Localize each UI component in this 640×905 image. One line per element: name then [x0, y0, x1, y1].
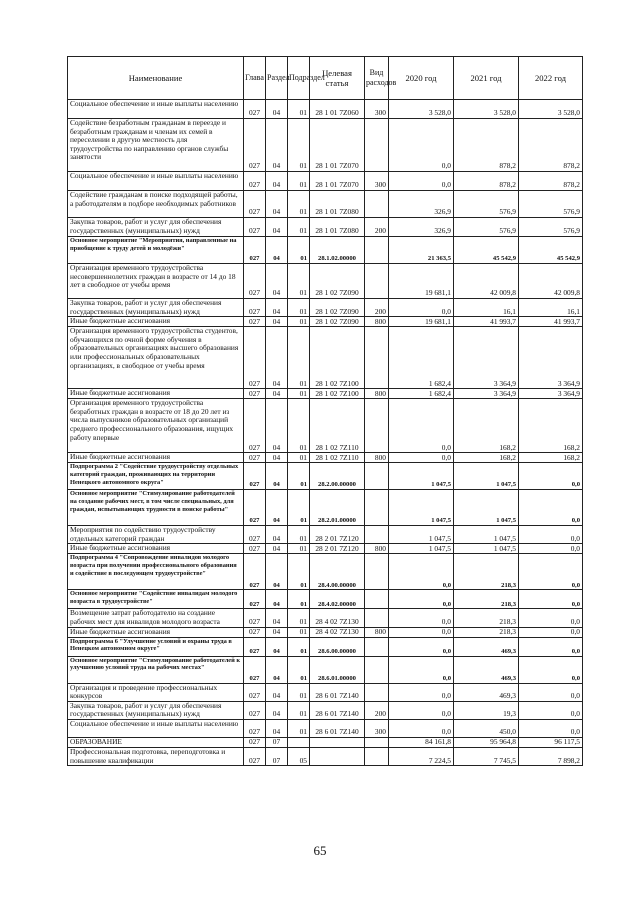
cell-razdel: 04 — [266, 627, 288, 637]
cell-2022: 576,9 — [519, 218, 583, 237]
cell-vid — [365, 264, 389, 299]
cell-2021: 469,3 — [454, 656, 519, 683]
cell-2022: 0,0 — [519, 719, 583, 737]
cell-vid: 200 — [365, 218, 389, 237]
cell-2022: 0,0 — [519, 609, 583, 627]
cell-podrazdel: 01 — [288, 299, 310, 317]
cell-vid — [365, 237, 389, 264]
cell-2020: 84 161,8 — [389, 737, 454, 747]
cell-podrazdel — [288, 737, 310, 747]
cell-2020: 7 224,5 — [389, 747, 454, 765]
cell-podrazdel: 01 — [288, 609, 310, 627]
cell-statya: 28 1 02 7Z110 — [310, 399, 365, 453]
cell-podrazdel: 01 — [288, 389, 310, 399]
cell-razdel: 04 — [266, 554, 288, 590]
cell-glava: 027 — [244, 637, 266, 656]
cell-vid: 200 — [365, 299, 389, 317]
cell-2020: 326,9 — [389, 191, 454, 218]
cell-vid — [365, 737, 389, 747]
cell-razdel: 04 — [266, 389, 288, 399]
cell-podrazdel: 01 — [288, 683, 310, 701]
cell-name: Закупка товаров, работ и услуг для обеспечения государственных (муниципальных) нужд — [68, 299, 244, 317]
cell-statya: 28 1 02 7Z100 — [310, 389, 365, 399]
cell-2021: 469,3 — [454, 683, 519, 701]
cell-razdel: 04 — [266, 191, 288, 218]
cell-name: Иные бюджетные ассигнования — [68, 453, 244, 463]
table-row — [68, 526, 583, 544]
cell-2022: 168,2 — [519, 399, 583, 453]
cell-name: Основное мероприятие "Стимулирование работодателей к улучшению условий труда на рабочих местах" — [68, 656, 244, 683]
table-row — [68, 327, 583, 389]
cell-razdel: 04 — [266, 327, 288, 389]
cell-podrazdel: 01 — [288, 554, 310, 590]
cell-glava: 027 — [244, 490, 266, 526]
cell-glava: 027 — [244, 526, 266, 544]
table-row — [68, 299, 583, 317]
cell-2020: 1 047,5 — [389, 544, 454, 554]
cell-name: Иные бюджетные ассигнования — [68, 389, 244, 399]
cell-statya: 28 2 01 7Z120 — [310, 544, 365, 554]
cell-2022: 0,0 — [519, 656, 583, 683]
cell-2022: 0,0 — [519, 554, 583, 590]
cell-2021: 1 047,5 — [454, 463, 519, 490]
cell-statya: 28 1 01 7Z080 — [310, 191, 365, 218]
cell-vid — [365, 463, 389, 490]
header-name: Наименование — [68, 57, 244, 100]
cell-glava: 027 — [244, 218, 266, 237]
cell-vid — [365, 637, 389, 656]
cell-2020: 3 528,0 — [389, 100, 454, 119]
cell-podrazdel: 01 — [288, 327, 310, 389]
cell-podrazdel: 01 — [288, 399, 310, 453]
table-row — [68, 637, 583, 656]
cell-podrazdel: 01 — [288, 317, 310, 327]
cell-2021: 45 542,9 — [454, 237, 519, 264]
cell-glava: 027 — [244, 737, 266, 747]
cell-2021: 95 964,8 — [454, 737, 519, 747]
cell-name: ОБРАЗОВАНИЕ — [68, 737, 244, 747]
cell-glava: 027 — [244, 172, 266, 191]
cell-glava: 027 — [244, 656, 266, 683]
cell-2022: 3 528,0 — [519, 100, 583, 119]
cell-statya: 28.2.01.00000 — [310, 490, 365, 526]
cell-razdel: 04 — [266, 544, 288, 554]
cell-glava: 027 — [244, 191, 266, 218]
cell-statya: 28 6 01 7Z140 — [310, 719, 365, 737]
cell-vid: 200 — [365, 701, 389, 719]
cell-glava: 027 — [244, 453, 266, 463]
table-row — [68, 490, 583, 526]
cell-2021: 3 528,0 — [454, 100, 519, 119]
cell-glava: 027 — [244, 237, 266, 264]
cell-vid — [365, 490, 389, 526]
cell-2021: 3 364,9 — [454, 389, 519, 399]
cell-podrazdel: 01 — [288, 627, 310, 637]
cell-2021: 469,3 — [454, 637, 519, 656]
cell-podrazdel: 01 — [288, 490, 310, 526]
cell-2020: 1 682,4 — [389, 389, 454, 399]
cell-glava: 027 — [244, 264, 266, 299]
cell-glava: 027 — [244, 119, 266, 172]
table-row — [68, 453, 583, 463]
table-row — [68, 683, 583, 701]
cell-2021: 168,2 — [454, 453, 519, 463]
cell-2022: 96 117,5 — [519, 737, 583, 747]
cell-statya: 28 4 02 7Z130 — [310, 627, 365, 637]
cell-statya: 28.4.02.00000 — [310, 590, 365, 609]
cell-name: Организация временного трудоустройства безработных граждан в возрасте от 18 до 20 лет из числа выпускников образовательных организаций среднего профессионального образования, ищущих работу впервые — [68, 399, 244, 453]
cell-name: Иные бюджетные ассигнования — [68, 317, 244, 327]
cell-2021: 16,1 — [454, 299, 519, 317]
cell-statya: 28.2.00.00000 — [310, 463, 365, 490]
cell-2021: 1 047,5 — [454, 490, 519, 526]
cell-name: Иные бюджетные ассигнования — [68, 544, 244, 554]
cell-2022: 878,2 — [519, 172, 583, 191]
table-row — [68, 191, 583, 218]
cell-vid — [365, 554, 389, 590]
cell-statya: 28.4.00.00000 — [310, 554, 365, 590]
header-statya: Целевая статья — [310, 57, 365, 100]
cell-name: Подпрограмма 6 "Улучшение условий и охраны труда в Ненецком автономном округе" — [68, 637, 244, 656]
cell-podrazdel: 01 — [288, 453, 310, 463]
cell-statya — [310, 737, 365, 747]
cell-2022: 3 364,9 — [519, 327, 583, 389]
header-glava: Глава — [244, 57, 266, 100]
table-row — [68, 100, 583, 119]
cell-2021: 576,9 — [454, 191, 519, 218]
cell-razdel: 04 — [266, 609, 288, 627]
table-row — [68, 119, 583, 172]
table-row — [68, 218, 583, 237]
budget-table — [67, 56, 583, 766]
cell-glava: 027 — [244, 590, 266, 609]
cell-razdel: 04 — [266, 590, 288, 609]
cell-podrazdel: 01 — [288, 637, 310, 656]
table-row — [68, 389, 583, 399]
cell-2020: 0,0 — [389, 683, 454, 701]
cell-podrazdel: 01 — [288, 191, 310, 218]
cell-2021: 878,2 — [454, 172, 519, 191]
cell-vid — [365, 526, 389, 544]
cell-name: Основное мероприятие "Стимулирование работодателей на создание рабочих мест, в том числе специальных, для граждан, испытывающих трудности в поиске работы" — [68, 490, 244, 526]
cell-statya — [310, 747, 365, 765]
cell-podrazdel: 01 — [288, 100, 310, 119]
cell-podrazdel: 01 — [288, 719, 310, 737]
cell-name: Основное мероприятие "Мероприятия, направленные на приобщение к труду детей и молодёжи" — [68, 237, 244, 264]
cell-glava: 027 — [244, 701, 266, 719]
cell-statya: 28 1 02 7Z090 — [310, 299, 365, 317]
cell-statya: 28 1 01 7Z070 — [310, 172, 365, 191]
cell-razdel: 04 — [266, 299, 288, 317]
table-row — [68, 609, 583, 627]
cell-razdel: 04 — [266, 463, 288, 490]
cell-podrazdel: 01 — [288, 463, 310, 490]
cell-glava: 027 — [244, 317, 266, 327]
cell-name: Профессиональная подготовка, переподготовка и повышение квалификации — [68, 747, 244, 765]
cell-vid — [365, 399, 389, 453]
cell-vid — [365, 656, 389, 683]
cell-2022: 3 364,9 — [519, 389, 583, 399]
cell-razdel: 04 — [266, 317, 288, 327]
cell-name: Социальное обеспечение и иные выплаты населению — [68, 172, 244, 191]
cell-podrazdel: 01 — [288, 526, 310, 544]
cell-name: Иные бюджетные ассигнования — [68, 627, 244, 637]
header-vid: Вид расходов — [365, 57, 389, 100]
cell-statya: 28.6.01.00000 — [310, 656, 365, 683]
cell-2022: 168,2 — [519, 453, 583, 463]
cell-statya: 28 4 02 7Z130 — [310, 609, 365, 627]
table-row — [68, 701, 583, 719]
cell-2020: 1 682,4 — [389, 327, 454, 389]
header-2021: 2021 год — [454, 57, 519, 100]
cell-2022: 576,9 — [519, 191, 583, 218]
cell-razdel: 04 — [266, 701, 288, 719]
cell-podrazdel: 01 — [288, 119, 310, 172]
cell-2021: 19,3 — [454, 701, 519, 719]
cell-podrazdel: 01 — [288, 656, 310, 683]
cell-podrazdel: 01 — [288, 237, 310, 264]
cell-razdel: 04 — [266, 683, 288, 701]
table-header-row — [68, 57, 583, 100]
cell-2020: 0,0 — [389, 399, 454, 453]
cell-vid — [365, 327, 389, 389]
cell-2020: 0,0 — [389, 701, 454, 719]
cell-razdel: 04 — [266, 399, 288, 453]
cell-2020: 0,0 — [389, 590, 454, 609]
header-2020: 2020 год — [389, 57, 454, 100]
table-row — [68, 747, 583, 765]
cell-razdel: 04 — [266, 100, 288, 119]
cell-vid: 800 — [365, 389, 389, 399]
cell-podrazdel: 01 — [288, 172, 310, 191]
cell-2020: 0,0 — [389, 554, 454, 590]
table-row — [68, 656, 583, 683]
cell-2021: 1 047,5 — [454, 544, 519, 554]
table-row — [68, 399, 583, 453]
cell-statya: 28 1 02 7Z110 — [310, 453, 365, 463]
cell-name: Возмещение затрат работодателю на создание рабочих мест для инвалидов молодого возраста — [68, 609, 244, 627]
cell-2021: 41 993,7 — [454, 317, 519, 327]
cell-2020: 0,0 — [389, 656, 454, 683]
header-razdel: Раздел — [266, 57, 288, 100]
cell-podrazdel: 05 — [288, 747, 310, 765]
cell-2021: 218,3 — [454, 609, 519, 627]
cell-name: Организация временного трудоустройства несовершеннолетних граждан в возрасте от 14 до 18 лет в свободное от учебы время — [68, 264, 244, 299]
cell-podrazdel: 01 — [288, 701, 310, 719]
cell-2021: 218,3 — [454, 554, 519, 590]
cell-2020: 326,9 — [389, 218, 454, 237]
cell-2020: 0,0 — [389, 637, 454, 656]
header-podrazdel: Подраздел — [288, 57, 310, 100]
cell-2021: 878,2 — [454, 119, 519, 172]
cell-razdel: 04 — [266, 264, 288, 299]
cell-2021: 218,3 — [454, 627, 519, 637]
cell-statya: 28.1.02.00000 — [310, 237, 365, 264]
cell-2022: 0,0 — [519, 544, 583, 554]
cell-razdel: 04 — [266, 490, 288, 526]
cell-2022: 0,0 — [519, 490, 583, 526]
cell-name: Подпрограмма 2 "Содействие трудоустройству отдельных категорий граждан, проживающих на территории Ненецкого автономного округа" — [68, 463, 244, 490]
table-row — [68, 554, 583, 590]
cell-name: Мероприятия по содействию трудоустройству отдельных категорий граждан — [68, 526, 244, 544]
cell-name: Социальное обеспечение и иные выплаты населению — [68, 100, 244, 119]
table-row — [68, 627, 583, 637]
table-row — [68, 590, 583, 609]
table-row — [68, 719, 583, 737]
cell-2020: 19 681,1 — [389, 317, 454, 327]
cell-statya: 28 6 01 7Z140 — [310, 701, 365, 719]
budget-table-sheet — [67, 56, 582, 766]
cell-2022: 0,0 — [519, 590, 583, 609]
cell-podrazdel: 01 — [288, 544, 310, 554]
cell-vid: 300 — [365, 172, 389, 191]
cell-statya: 28 1 01 7Z080 — [310, 218, 365, 237]
cell-razdel: 07 — [266, 737, 288, 747]
cell-2021: 42 009,8 — [454, 264, 519, 299]
cell-razdel: 04 — [266, 119, 288, 172]
cell-2020: 1 047,5 — [389, 526, 454, 544]
cell-name: Содействие гражданам в поиске подходящей работы, а работодателям в подборе необходимых работников — [68, 191, 244, 218]
cell-2021: 3 364,9 — [454, 327, 519, 389]
table-row — [68, 317, 583, 327]
cell-vid — [365, 747, 389, 765]
cell-name: Организация и проведение профессиональных конкурсов — [68, 683, 244, 701]
cell-2021: 450,0 — [454, 719, 519, 737]
cell-vid — [365, 609, 389, 627]
cell-razdel: 04 — [266, 218, 288, 237]
table-body — [68, 100, 583, 766]
table-row — [68, 544, 583, 554]
cell-razdel: 04 — [266, 637, 288, 656]
cell-name: Подпрограмма 4 "Сопровождение инвалидов молодого возраста при получении профессионального образования и содействие в последующем трудоустройстве" — [68, 554, 244, 590]
cell-vid: 300 — [365, 100, 389, 119]
cell-2022: 45 542,9 — [519, 237, 583, 264]
table-row — [68, 737, 583, 747]
cell-vid — [365, 590, 389, 609]
cell-2021: 576,9 — [454, 218, 519, 237]
table-row — [68, 463, 583, 490]
cell-2022: 0,0 — [519, 627, 583, 637]
cell-statya: 28 1 02 7Z100 — [310, 327, 365, 389]
cell-podrazdel: 01 — [288, 590, 310, 609]
cell-2022: 0,0 — [519, 683, 583, 701]
cell-glava: 027 — [244, 327, 266, 389]
cell-statya: 28 2 01 7Z120 — [310, 526, 365, 544]
cell-glava: 027 — [244, 719, 266, 737]
cell-glava: 027 — [244, 627, 266, 637]
cell-2022: 0,0 — [519, 637, 583, 656]
cell-2020: 0,0 — [389, 119, 454, 172]
page-number: 65 — [313, 843, 327, 858]
cell-razdel: 04 — [266, 656, 288, 683]
cell-2020: 0,0 — [389, 299, 454, 317]
cell-2020: 0,0 — [389, 609, 454, 627]
cell-glava: 027 — [244, 683, 266, 701]
cell-razdel: 07 — [266, 747, 288, 765]
cell-2020: 1 047,5 — [389, 490, 454, 526]
cell-glava: 027 — [244, 399, 266, 453]
cell-statya: 28 1 01 7Z060 — [310, 100, 365, 119]
cell-statya: 28 6 01 7Z140 — [310, 683, 365, 701]
cell-vid — [365, 683, 389, 701]
cell-razdel: 04 — [266, 453, 288, 463]
cell-2022: 0,0 — [519, 526, 583, 544]
cell-vid — [365, 119, 389, 172]
cell-2020: 0,0 — [389, 719, 454, 737]
table-row — [68, 172, 583, 191]
cell-statya: 28 1 02 7Z090 — [310, 264, 365, 299]
cell-2021: 168,2 — [454, 399, 519, 453]
cell-glava: 027 — [244, 463, 266, 490]
cell-name: Основное мероприятие "Содействие инвалидам молодого возраста в трудоустройстве" — [68, 590, 244, 609]
cell-vid — [365, 191, 389, 218]
cell-2021: 7 745,5 — [454, 747, 519, 765]
cell-2022: 878,2 — [519, 119, 583, 172]
cell-vid: 800 — [365, 627, 389, 637]
table-row — [68, 237, 583, 264]
cell-glava: 027 — [244, 299, 266, 317]
cell-2022: 16,1 — [519, 299, 583, 317]
cell-2020: 19 681,1 — [389, 264, 454, 299]
cell-podrazdel: 01 — [288, 218, 310, 237]
cell-razdel: 04 — [266, 719, 288, 737]
cell-name: Организация временного трудоустройства студентов, обучающихся по очной форме обучения в образовательных организациях высшего образования или профессиональных образовательных организациях, в свободное от учебы время — [68, 327, 244, 389]
cell-2020: 0,0 — [389, 453, 454, 463]
cell-glava: 027 — [244, 609, 266, 627]
cell-2022: 0,0 — [519, 701, 583, 719]
cell-2020: 21 363,5 — [389, 237, 454, 264]
cell-2020: 1 047,5 — [389, 463, 454, 490]
cell-name: Социальное обеспечение и иные выплаты населению — [68, 719, 244, 737]
cell-name: Содействие безработным гражданам в переезде и безработным гражданам и членам их семей в переселении в другую местность для трудоустройства по направлению органов службы занятости — [68, 119, 244, 172]
cell-glava: 027 — [244, 554, 266, 590]
cell-2022: 7 898,2 — [519, 747, 583, 765]
cell-2021: 218,3 — [454, 590, 519, 609]
cell-glava: 027 — [244, 747, 266, 765]
cell-2020: 0,0 — [389, 172, 454, 191]
cell-2020: 0,0 — [389, 627, 454, 637]
cell-2022: 41 993,7 — [519, 317, 583, 327]
cell-vid: 800 — [365, 453, 389, 463]
cell-vid: 800 — [365, 317, 389, 327]
cell-glava: 027 — [244, 544, 266, 554]
cell-razdel: 04 — [266, 237, 288, 264]
cell-name: Закупка товаров, работ и услуг для обеспечения государственных (муниципальных) нужд — [68, 701, 244, 719]
cell-2021: 1 047,5 — [454, 526, 519, 544]
cell-vid: 300 — [365, 719, 389, 737]
header-2022: 2022 год — [519, 57, 583, 100]
cell-podrazdel: 01 — [288, 264, 310, 299]
cell-glava: 027 — [244, 389, 266, 399]
cell-statya: 28 1 02 7Z090 — [310, 317, 365, 327]
cell-2022: 0,0 — [519, 463, 583, 490]
table-row — [68, 264, 583, 299]
cell-statya: 28.6.00.00000 — [310, 637, 365, 656]
cell-glava: 027 — [244, 100, 266, 119]
cell-name: Закупка товаров, работ и услуг для обеспечения государственных (муниципальных) нужд — [68, 218, 244, 237]
cell-razdel: 04 — [266, 526, 288, 544]
cell-vid: 800 — [365, 544, 389, 554]
cell-razdel: 04 — [266, 172, 288, 191]
cell-statya: 28 1 01 7Z070 — [310, 119, 365, 172]
cell-2022: 42 009,8 — [519, 264, 583, 299]
